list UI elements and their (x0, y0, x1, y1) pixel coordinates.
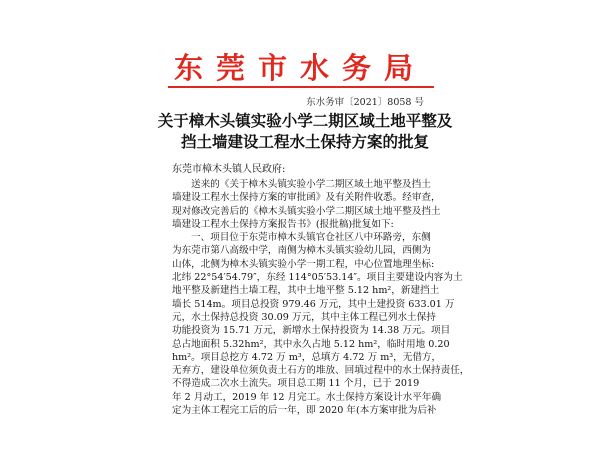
body-line: 无弃方，建设单位须负责土石方的堆放、回填过程中的水土保持责任， (172, 365, 470, 377)
body-line: 送来的《关于樟木头镇实验小学二期区域土地平整及挡土 (191, 179, 431, 190)
body-line: 定为主体工程完工后的后一年，即 2020 年(本方案审批为后补 (172, 405, 437, 417)
addressee: 东莞市樟木头镇人民政府: (172, 164, 286, 175)
body-line: 墙长 514m。项目总投资 979.46 万元，其中土建投资 633.01 万 (172, 298, 455, 310)
body-line: 一、项目位于东莞市樟木头镇官仓社区八中环路旁，东侧 (191, 232, 431, 244)
body-line: 北纬 22°54′54.79″，东经 114°05′53.14″。项目主要建设内容为土 (172, 272, 463, 284)
body-line: 地平整及新建挡土墙工程，其中土地平整 5.12 hm²，新建挡土 (172, 285, 440, 297)
body-line: 年 2 月动工，2019 年 12 月完工。水土保持方案设计水平年确 (172, 391, 442, 403)
body-line: 元，水土保持总投资 30.09 万元，其中主体工程已列水土保持 (172, 311, 436, 323)
body-line: 总占地面积 5.32hm²，其中永久占地 5.12 hm²，临时用地 0.20 (172, 338, 450, 350)
body-line: 墙建设工程水土保持方案的审批函》及有关附件收悉。经审查， (172, 192, 441, 204)
body-line: 功能投资为 15.71 万元，新增水土保持投资为 14.38 万元。项目 (172, 325, 451, 337)
body-line: 不得造成二次水土流失。项目总工期 11 个月，已于 2019 (172, 378, 420, 390)
body-line: 为东莞市第八高级中学，南侧为樟木头镇实验幼儿园，西侧为 (172, 245, 432, 257)
body-line: 现对修改完善后的《樟木头镇实验小学二期区域土地平整及挡土 (172, 205, 441, 217)
letterhead-divider (168, 86, 434, 88)
document-title-line-2: 挡土墙建设工程水土保持方案的批复 (180, 132, 429, 151)
body-line: hm²。项目总挖方 4.72 万 m³，总填方 4.72 万 m³，无借方， (172, 351, 442, 363)
document-title (150, 110, 460, 152)
body-text (172, 178, 470, 417)
organization-letterhead: 东莞市水务局 (173, 51, 426, 85)
document-title-line-1: 关于樟木头镇实验小学二期区域土地平整及 (157, 111, 453, 130)
body-line: 山体，北侧为樟木头镇实验小学一期工程，中心位置地理坐标: (172, 258, 435, 270)
document-number: 东水务审〔2021〕8058 号 (306, 97, 424, 108)
body-line: 墙建设工程水土保持方案报告书》(报批稿)批复如下: (172, 218, 394, 230)
